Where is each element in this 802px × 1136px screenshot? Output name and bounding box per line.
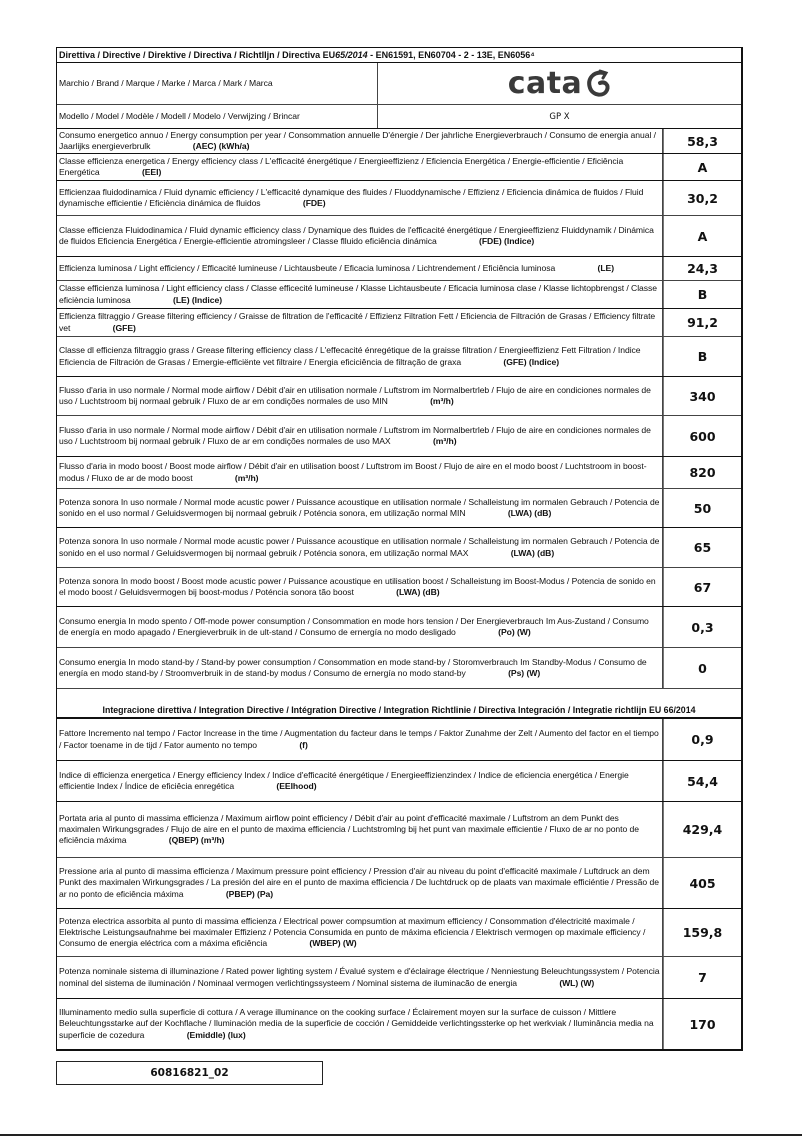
integration-directive-header [57,689,741,719]
table-row [57,416,741,457]
row-value: 50 [663,489,741,527]
row-label-text: Consumo energia In modo stand-by / Stand-by power consumption / Consommation en mode stand-by / Storomverbrauch Im Standby-Modus / Consumo de energía en modo stand-by / Stroomverbruik in de stand-by modus / Consumo de ernergía no modo stand-by [59,656,647,678]
row-label [57,281,663,308]
row-value: 159,8 [663,909,741,956]
brand-row [57,63,741,105]
row-label-text: Classe efficienza luminosa / Light efficiency class / Classe efficecité lumineuse / Klasse Lichtausbeute / Eficacia luminosa clase / Klasse lichtopbrengst / Classe eficiència luminosa [59,283,658,305]
row-value: 30,2 [663,181,741,215]
row-unit: (f) [299,739,308,750]
row-unit: (Ps) (W) [508,668,541,678]
row-value: 24,3 [663,257,741,280]
row-unit: (FDE) [302,198,326,208]
table-row [57,761,741,802]
table-row [57,999,741,1049]
model-value: GP X [549,111,570,122]
row-unit: (m³/h) [430,396,454,406]
row-label-text: Efficienzaa fluidodinamica / Fluid dynamic efficiency / L'efficacité dynamique des fluides / Fluoddynamische / Effizienz / Eficiencia dinámica de fluidos / Fluid dynamische efficientie / Eficiència dinámica de fluidos [59,186,644,208]
row-label-text: Flusso d'aria in uso normale / Normal mode airflow / Débit d'air en utilisation normale / Luftstrom im Normalbertrleb / Flujo de aire en condiciones normales de uso / Luchtstroom bij normaal gebruik / Fluxo de ar em condições normales de uso MAX [59,424,651,446]
document-code-text: 60816821_02 [150,1067,229,1079]
row-unit: (EEI) [141,167,162,177]
row-label [57,257,663,280]
table-row [57,281,741,309]
row-unit: (GFE) [112,322,136,333]
row-unit: (EEIhood) [276,781,317,791]
row-label-text: Consumo energetico annuo / Energy consumption per year / Consommation annuelle D'énergie / Der jahrliche Energieverbrauch / Consumo de energia anual / Jaarlijks energieverbrulk [59,129,657,151]
row-label-text: Potenza nominale sistema di illuminazione / Rated power lighting system / Évalué system e d'éclairage électrique / Nenniestung Beleuchtungssystem / Potencia nominal del sistema de iluminación / Nominaal vermogen verlichtingssysteem / Nominal sistema de iluminacão de energia [59,966,660,988]
row-label [57,999,663,1049]
directive-header [57,48,741,63]
row-unit: (LWA) (dB) [396,587,440,597]
row-unit: (LE) [597,262,615,273]
row-label [57,607,663,647]
row-label-text: Efficienza filtraggio / Grease filtering efficiency / Graisse de filtration de l'efficacité / Effizienz Filtration Fett / Eficiencia de Filtración de Grasas / Efficiency filtrate vet [59,311,656,333]
row-label-text: Illuminamento medio sulla superficie di cottura / A verage illuminance on the cooking surface / Éclairement moyen sur la surface de cuisson / Mittlere Beleuchtungsstarke auf der Kochflache / Iluminación media de la superficie de cocción / Gemiddeide verlichtingssterke op het werkviak / Iluminância media na superficie de cozedura [59,1007,654,1040]
row-value: 0 [663,648,741,688]
row-value: 0,3 [663,607,741,647]
row-label [57,489,663,527]
table-row [57,489,741,528]
row-unit: (QBEP) (m³/h) [168,835,225,846]
table-row [57,129,741,154]
row-value: 7 [663,957,741,998]
row-label-text: Portata aria al punto di massima efficienza / Maximum airflow point efficiency / Débit d'air au point d'efficacité maximale / Luftstrom an dem Punkt des maximalen Wirkungsgrades / Flujo de aire en el punto de maxima efficiencia / Luchtstromlng bij het punt van maximale efficientie / Fluxo de ar no ponto de eficiência máxima [59,812,640,846]
brand-value [378,63,741,104]
row-label [57,719,663,760]
row-value: 91,2 [663,309,741,336]
logo-text: cata [507,66,583,101]
row-unit: (LWA) (dB) [507,508,552,518]
row-label-text: Potenza sonora In uso normale / Normal mode acustic power / Puissance acoustique en utilisation normale / Schalleistung im normalen Gebrauch / Potencia de sonido en el uso normal / Geluidsvermogen bij normaal gebruik / Poténcia sonora, em utilização normal MAX [59,536,660,558]
row-value: 405 [663,858,741,908]
row-value: 0,9 [663,719,741,760]
row-label [57,416,663,456]
integration-parameter-rows [57,719,741,1049]
table-row [57,457,741,489]
row-value: 67 [663,568,741,606]
row-unit: (AEC) (kWh/a) [192,141,250,151]
row-label-text: Consumo energia In modo spento / Off-mode power consumption / Consommation en mode hors tension / Der Energieverbrauch Im Aus-Zustand / Consumo de energía en modo apagado / Energieverbruik in de ult-stand / Consumo de ernergía no modo desligado [59,615,649,637]
row-unit: (GFE) (Indice) [503,356,560,367]
brand-logo [508,66,612,101]
row-label [57,568,663,606]
product-fiche-table [56,47,743,1051]
row-value: 340 [663,377,741,415]
row-label-text: Classe efficienza energetica / Energy efficiency class / L'efficacité énergétique / Energieeffizienz / Eficiencia Energética / Energie-efficientie / Eficiência Energética [59,155,624,177]
row-label [57,648,663,688]
row-label [57,802,663,857]
cata-swirl-logo-icon [585,69,611,99]
row-label [57,909,663,956]
model-row [57,105,741,129]
row-value: 54,4 [663,761,741,801]
row-label-text: Flusso d'aria in uso normale / Normal mode airflow / Débit d'air en utilisation normale / Luftstrom im Normalbertrleb / Flujo de aire en condiciones normales de uso / Luchtstroom bij normaal gebruik / Fluxo de ar em condições normales de uso MIN [59,384,651,406]
table-row [57,909,741,957]
row-value: A [663,154,741,180]
row-label [57,337,663,376]
row-value: B [663,337,741,376]
row-label-text: Indice di efficienza energetica / Energy efficiency Index / Indice d'efficacité énergétique / Energieeffizienzindex / Indice de eficiencia energética / Energie efficientie Index / Índice de eficiêcia enregética [59,769,629,791]
row-label-text: Efficienza luminosa / Light efficiency / Efficacité lumineuse / Lichtausbeute / Eficacia luminosa / Lichtrendement / Eficiência luminosa [59,262,556,273]
table-row [57,257,741,281]
row-value: B [663,281,741,308]
row-unit: (Po) (W) [498,627,531,637]
row-value: 820 [663,457,741,488]
row-label-text: Classe dl efficienza filtraggio grass / Grease filtering efficiency class / L'effecacité énregétique de la graisse filtration / Energieeffizienz Fett Filtration / Indice Eficiencia de Filtración de Grasas / Emergie-efficiënte vet filtraire / Energia eficiciência de filtração de graxa [59,345,641,367]
row-label-text: Flusso d'aria in modo boost / Boost mode airflow / Débit d'air en utilisation boost / Luftstrom im Boost / Flujo de aire en el modo boost / Luchtstroom in boost-modus / Fluxo de ar de modo boost [59,461,647,483]
table-row [57,216,741,257]
row-unit: (LWA) (dB) [510,547,555,558]
parameter-rows [57,129,741,689]
row-unit: (WBEP) (W) [309,938,357,949]
row-unit: (m³/h) [432,436,457,446]
row-value: 600 [663,416,741,456]
row-label-text: Classe efficienza Fluidodinamica / Fluid dynamic efficiency class / Dynamique des fluides de l'efficacité énergétique / Energieeffizienz Fluiddynamik / Dinámica de fluidos Eficiencia Energética / Energie-efficientie atromingsleer / Classe flluido eficiência dinámica [59,224,654,246]
row-value: 65 [663,528,741,567]
integration-title: Integracione direttiva / Integration Directive / Intégration Directive / Integration Richtlinie / Directiva Integración / Integratie richtlijn EU 66/2014 [102,705,696,715]
row-label [57,377,663,415]
row-label [57,761,663,801]
row-unit: (LE) (Indice) [173,294,223,305]
row-label [57,528,663,567]
table-row [57,719,741,761]
table-row [57,528,741,568]
row-label [57,129,663,153]
row-label-text: Potenza electrica assorbita al punto di massima efficienza / Electrical power compsumtion at maximum efficiency / Consommation d'électricité maximale / Elektrische Leistungsaufnahme bei maximaler Effizienz / Potencia Consumida en punto de máxima eficiencia / Elektrisch vermogen op maximale efficiency / Consumo de energia eléctrica com a máxima eficiência [59,915,646,949]
model-label: Modello / Model / Modèle / Modell / Modelo / Verwijzing / Brincar [57,105,378,128]
table-row [57,337,741,377]
row-value: 170 [663,999,741,1049]
row-label [57,957,663,998]
table-row [57,648,741,689]
table-row [57,309,741,337]
row-unit: (m³/h) [234,472,259,483]
directive-number: 65/2014 [335,50,368,60]
row-label-text: Potenza sonora In modo boost / Boost mode acustic power / Puissance acoustique en utilisation boost / Schalleistung im Boost-Modus / Potencia de sonido en el modo boost / Geluidsvermogen bij boost-modus / Poténcia sonora tão boost [59,575,656,597]
row-label-text: Fattore Incremento nal tempo / Factor Increase in the time / Augmentation du facteur dans le temps / Faktor Zunahme der Zelt / Aumento del factor en el tiempo / Factor toename in de tijd / Fator aumento no tempo [59,728,659,750]
row-label-text: Potenza sonora In uso normale / Normal mode acustic power / Puissance acoustique en utilisation normale / Schalleistung im normalen Gebrauch / Potencia de sonido en el uso normal / Geluidsvermogen bij normaal gebruik / Poténcia sonora, em utilização normal MIN [59,496,660,518]
row-label [57,216,663,256]
row-unit: (Emiddle) (lux) [186,1029,246,1040]
row-unit: (FDE) (Indice) [479,236,535,246]
document-code [56,1061,323,1085]
row-unit: (PBEP) (Pa) [225,888,274,899]
table-row [57,181,741,216]
row-value: 429,4 [663,802,741,857]
table-row [57,568,741,607]
row-label [57,457,663,488]
row-label [57,309,663,336]
row-label-text: Pressione aria al punto di massima efficienza / Maximum pressure point efficiency / Pression d'air au niveau du point d'efficacité maximale / Luftdruck an dem Punkt des maximalen Wirkungsgrades / La presión del aire en el punto de maxima efficiencia / De luchtdruck op de plaats van maximale efficiéntie / Pressão de ar no ponto de eficiência máxima [59,866,659,899]
row-value: A [663,216,741,256]
row-unit: (WL) (W) [559,977,595,988]
table-row [57,802,741,858]
row-label [57,858,663,908]
row-label [57,154,663,180]
directive-standards: - EN61591, EN60704 - 2 - 13E, EN6056⁴ [367,50,535,60]
row-value: 58,3 [663,129,741,153]
directive-prefix: Direttiva / Directive / Direktive / Directiva / Richtlljn / Directiva EU [59,50,336,60]
table-row [57,957,741,999]
table-row [57,607,741,648]
brand-label: Marchio / Brand / Marque / Marke / Marca / Mark / Marca [57,63,378,104]
table-row [57,154,741,181]
row-label [57,181,663,215]
table-row [57,858,741,909]
table-row [57,377,741,416]
